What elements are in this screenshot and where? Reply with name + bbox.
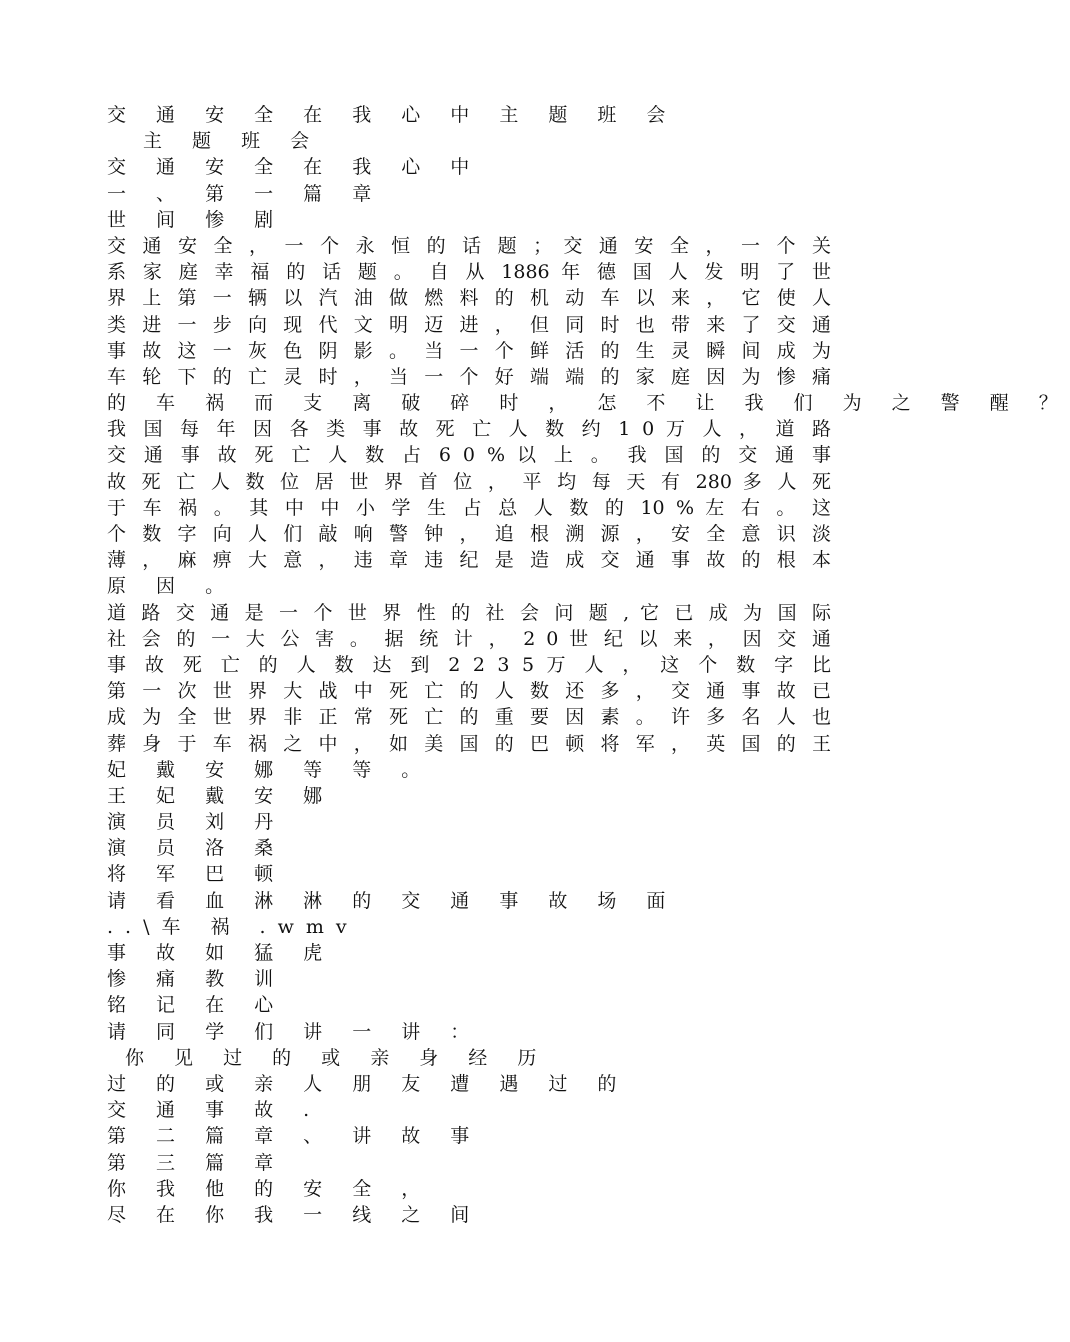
text-line: 社 会 的 一 大 公 害 。 据 统 计 ， 2 0 世 纪 以 来 ， 因 交 通 [107, 627, 831, 650]
document-body [107, 102, 1070, 1228]
text-line: 演 员 刘 丹 [107, 811, 286, 834]
text-line: 的 车 祸 而 支 离 破 碎 时 ， 怎 不 让 我 们 为 之 警 醒 ？ [107, 392, 1070, 415]
text-line: 过 的 或 亲 人 朋 友 遭 遇 过 的 [107, 1072, 629, 1095]
text-line: 演 员 洛 桑 [107, 837, 286, 860]
text-line: 事 故 如 猛 虎 [107, 942, 335, 964]
text-line: 交 通 安 全 在 我 心 中 主 题 班 会 [107, 104, 678, 126]
text-line: 世 间 惨 剧 [107, 208, 286, 231]
text-line: 妃 戴 安 娜 等 等 。 [107, 758, 433, 781]
text-line: 车 轮 下 的 亡 灵 时 ， 当 一 个 好 端 端 的 家 庭 因 为 惨 痛 [107, 365, 831, 388]
text-line: 王 妃 戴 安 娜 [107, 784, 335, 807]
text-line: 第 三 篇 章 [107, 1151, 286, 1174]
text-line: 故 死 亡 人 数 位 居 世 界 首 位 ， 平 均 每 天 有 280 多 人 死 [107, 470, 831, 493]
text-line: 请 看 血 淋 淋 的 交 通 事 故 场 面 [107, 889, 678, 912]
text-line: 界 上 第 一 辆 以 汽 油 做 燃 料 的 机 动 车 以 来 ， 它 使 人 [107, 287, 831, 310]
text-line: 交 通 安 全 在 我 心 中 [107, 156, 482, 179]
text-line: 个 数 字 向 人 们 敲 响 警 钟 ， 追 根 溯 源 ， 安 全 意 识 淡 [107, 523, 831, 545]
text-line: 请 同 学 们 讲 一 讲 ： [107, 1020, 482, 1043]
text-line: 原 因 。 [107, 575, 237, 598]
text-line: 于 车 祸 。 其 中 中 小 学 生 占 总 人 数 的 10 % 左 右 。 这 [107, 496, 831, 519]
text-line: 主 题 班 会 [143, 130, 322, 153]
text-line: 事 故 这 一 灰 色 阴 影 。 当 一 个 鲜 活 的 生 灵 瞬 间 成 为 [107, 339, 831, 362]
text-line: 你 我 他 的 安 全 ， [107, 1177, 433, 1200]
text-line: 一 、 第 一 篇 章 [107, 182, 384, 205]
text-line: 交 通 事 故 死 亡 人 数 占 6 0 % 以 上 。 我 国 的 交 通 事 [107, 444, 831, 467]
text-line: 第 一 次 世 界 大 战 中 死 亡 的 人 数 还 多 ， 交 通 事 故 已 [107, 680, 831, 703]
text-line: 尽 在 你 我 一 线 之 间 [107, 1203, 482, 1226]
text-line: 将 军 巴 顿 [107, 863, 286, 886]
text-line: 葬 身 于 车 祸 之 中 ， 如 美 国 的 巴 顿 将 军 ， 英 国 的 王 [107, 732, 831, 755]
text-line: 事 故 死 亡 的 人 数 达 到 2 2 3 5 万 人 ， 这 个 数 字 比 [107, 653, 831, 676]
text-line: 交 通 事 故 . [107, 1099, 322, 1122]
text-line: 薄 ， 麻 痹 大 意 ， 违 章 违 纪 是 造 成 交 通 事 故 的 根 本 [107, 549, 831, 572]
text-line: 惨 痛 教 训 [107, 968, 286, 991]
text-line: ..\车 祸 .wmv [107, 915, 359, 938]
text-line: 道 路 交 通 是 一 个 世 界 性 的 社 会 问 题 , 它 已 成 为 国 际 [107, 601, 831, 624]
text-line: 你 见 过 的 或 亲 身 经 历 [125, 1046, 549, 1069]
text-line: 交 通 安 全 ， 一 个 永 恒 的 话 题 ； 交 通 安 全 ， 一 个 关 [107, 234, 831, 257]
text-line: 铭 记 在 心 [107, 994, 286, 1017]
text-line: 系 家 庭 幸 福 的 话 题 。 自 从 1886 年 德 国 人 发 明 了 世 [107, 261, 831, 284]
text-line: 成 为 全 世 界 非 正 常 死 亡 的 重 要 因 素 。 许 多 名 人 也 [107, 706, 831, 729]
text-line: 第 二 篇 章 、 讲 故 事 [107, 1125, 482, 1148]
text-line: 我 国 每 年 因 各 类 事 故 死 亡 人 数 约 1 0 万 人 ， 道 路 [107, 418, 831, 441]
text-line: 类 进 一 步 向 现 代 文 明 迈 进 ， 但 同 时 也 带 来 了 交 通 [107, 313, 831, 336]
